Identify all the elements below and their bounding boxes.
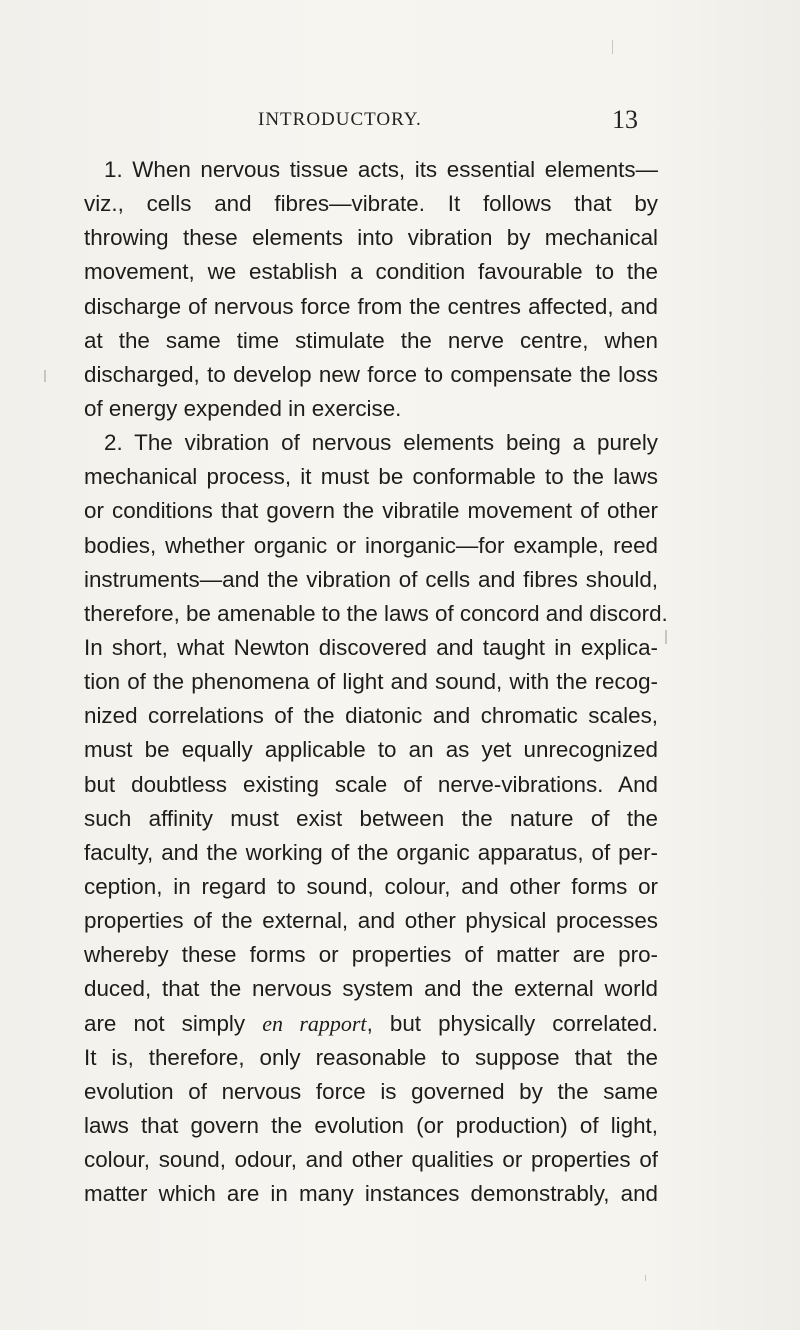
- text-line: therefore, be amenable to the laws of concord and discord.: [84, 600, 668, 626]
- page-number: 13: [612, 105, 638, 134]
- text-line: throwing these elements into vibration by mechanical: [84, 225, 658, 251]
- text-line: bodies, whether organic or inorganic—for example, reed: [84, 532, 658, 558]
- text-line: It is, therefore, only reasonable to suppose that the: [84, 1044, 658, 1070]
- text-line: must be equally applicable to an as yet unrecognized: [84, 737, 658, 763]
- text-line-with-italic: [84, 1007, 658, 1041]
- text-line: instruments—and the vibration of cells and fibres should,: [84, 566, 658, 592]
- text-line: discharge of nervous force from the centres affected, and: [84, 293, 658, 319]
- text-line: but doubtless existing scale of nerve-vibrations. And: [84, 771, 658, 797]
- paper-speck: [665, 630, 667, 644]
- text-line: evolution of nervous force is governed by the same: [84, 1078, 658, 1104]
- text-line: viz., cells and fibres—vibrate. It follows that by: [84, 191, 658, 217]
- paper-speck: [612, 40, 613, 54]
- text-line: faculty, and the working of the organic apparatus, of per-: [84, 839, 658, 865]
- text-segment: , but physically correlated.: [366, 1010, 659, 1036]
- paragraph-1-line: 1. When nervous tissue acts, its essential elements—: [104, 157, 658, 182]
- text-line: discharged, to develop new force to compensate the loss: [84, 361, 658, 387]
- text-segment: are not simply: [84, 1010, 263, 1036]
- running-title: INTRODUCTORY.: [258, 109, 422, 130]
- text-line: mechanical process, it must be conformable to the laws: [84, 464, 658, 490]
- text-line: matter which are in many instances demonstrably, and: [84, 1181, 658, 1207]
- text-line: whereby these forms or properties of matter are pro-: [84, 942, 658, 968]
- text-line: ception, in regard to sound, colour, and other forms or: [84, 873, 658, 899]
- paper-speck: [44, 370, 46, 382]
- text-line: tion of the phenomena of light and sound, with the recog-: [84, 669, 658, 695]
- text-line: movement, we establish a condition favourable to the: [84, 259, 658, 285]
- text-line: or conditions that govern the vibratile movement of other: [84, 498, 658, 524]
- text-line: colour, sound, odour, and other qualities or properties of: [84, 1147, 658, 1173]
- paragraph-2-line: 2. The vibration of nervous elements being a purely: [104, 430, 658, 456]
- text-line: nized correlations of the diatonic and chromatic scales,: [84, 703, 658, 729]
- italic-phrase: en rapport: [262, 1010, 367, 1036]
- body-text: [84, 153, 668, 1211]
- paper-speck: [645, 1275, 646, 1281]
- text-line: such affinity must exist between the nature of the: [84, 805, 658, 831]
- text-line: properties of the external, and other physical processes: [84, 908, 658, 934]
- running-head: [0, 105, 800, 141]
- text-line: of energy expended in exercise.: [84, 395, 402, 421]
- text-line: duced, that the nervous system and the external world: [84, 976, 658, 1002]
- text-line: In short, what Newton discovered and taught in explica-: [84, 634, 658, 660]
- text-line: at the same time stimulate the nerve centre, when: [84, 327, 658, 353]
- text-line: laws that govern the evolution (or production) of light,: [84, 1112, 658, 1138]
